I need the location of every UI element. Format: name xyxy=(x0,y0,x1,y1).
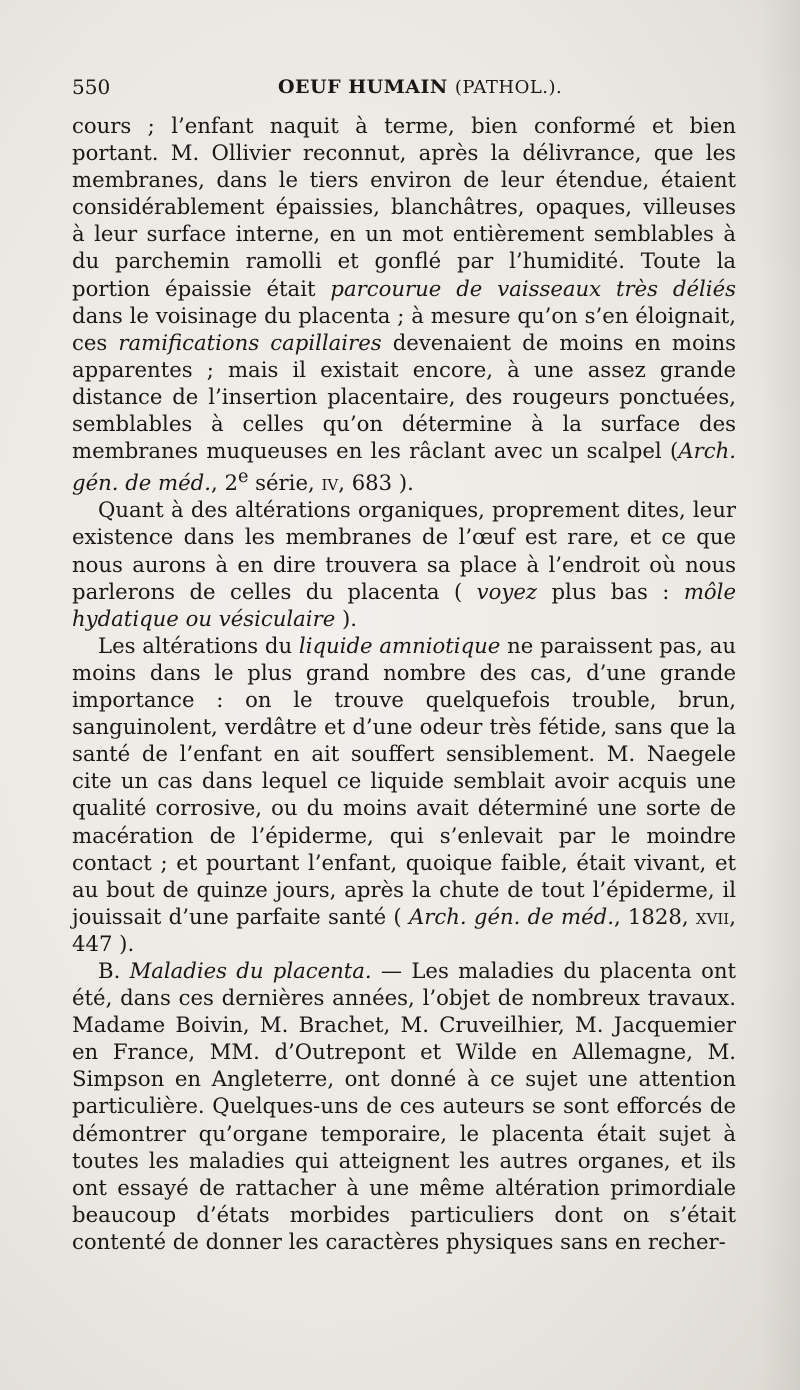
page-header xyxy=(72,70,732,104)
italic-text: Arch. gén. de méd. xyxy=(408,903,614,929)
text-run: , 1828, xyxy=(613,903,696,929)
text-run: Quant à des altérations organiques, proprement dites, leur existence dans les membranes de l’œuf est rare, et ce que nous aurons à en dire trouvera sa place à l’endroit où nous parlerons de celles du placenta ( xyxy=(72,497,736,604)
body-text xyxy=(72,112,736,1255)
running-head-section: (PATHOL.). xyxy=(454,77,563,98)
running-head-title: OEUF HUMAIN xyxy=(278,76,448,98)
superscript: e xyxy=(237,467,249,488)
italic-text: môle hydatique ou vésiculaire xyxy=(72,578,736,631)
paragraph xyxy=(72,957,736,1255)
italic-text: Arch. gén. de méd. xyxy=(72,438,736,496)
paragraph xyxy=(72,112,736,496)
text-run: xvii xyxy=(695,903,730,929)
text-run: ). xyxy=(335,605,357,631)
text-run: B. xyxy=(98,957,130,983)
page-edge-shadow xyxy=(760,0,800,1390)
text-run: , 2 xyxy=(210,470,238,496)
text-run: ne paraissent pas, au moins dans le plus grand nombre des cas, d’une grande importance : on le trouve quelquefois trouble, brun, sanguinolent, verdâtre et d’une odeur très fétide, sans que la santé de l’enfant en ait souffert sensiblement. M. Naegele cite un cas dans lequel ce liquide semblait avoir acquis une qualité corrosive, ou du moins avait déterminé une sorte de macération de l’épiderme, qui s’enlevait par le moindre contact ; et pourtant l’enfant, quoique faible, était vivant, et au bout de quinze jours, après la chute de tout l’épiderme, il jouissait d’une parfaite santé ( xyxy=(72,632,736,929)
italic-text: Maladies du placenta. xyxy=(129,957,372,983)
text-run: plus bas : xyxy=(537,578,684,604)
text-run: dans le voisinage du placenta ; à mesure qu’on s’en éloignait, ces xyxy=(72,302,736,355)
text-run: Les altérations du xyxy=(98,632,299,658)
text-run: devenaient de moins en moins apparentes ; mais il existait encore, à une assez grande distance de l’insertion placentaire, des rougeurs ponctuées, semblables à celles qu’on détermine à la surface des membranes muqueuses en les râclant avec un scalpel ( xyxy=(72,329,736,464)
text-run: iv xyxy=(321,470,339,496)
paragraph xyxy=(72,496,736,631)
italic-text: parcourue de vaisseaux très déliés xyxy=(330,275,736,301)
text-run: , 447 ). xyxy=(72,903,736,956)
page-number: 550 xyxy=(72,75,111,99)
text-run: , 683 ). xyxy=(338,470,414,496)
italic-text: voyez xyxy=(476,578,538,604)
text-run: série, xyxy=(248,470,322,496)
running-head xyxy=(278,70,562,105)
italic-text: ramifications capillaires xyxy=(118,329,382,355)
text-run: cours ; l’enfant naquit à terme, bien conformé et bien portant. M. Ollivier reconnut, après la délivrance, que les membranes, dans le tiers environ de leur étendue, étaient considérablement épaissies, blanchâtres, opaques, villeuses à leur surface interne, en un mot entièrement semblables à du parchemin ramolli et gonflé par l’humidité. Toute la portion épaissie était xyxy=(72,113,736,301)
paragraph xyxy=(72,632,736,957)
text-run: — Les maladies du placenta ont été, dans ces dernières années, l’objet de nombreux travaux. Madame Boivin, M. Brachet, M. Cruveilhier, M. Jacquemier en France, MM. d’Outrepont et Wilde en Allemagne, M. Simpson en Angleterre, ont donné à ce sujet une attention particulière. Quelques-uns de ces auteurs se sont efforcés de démontrer qu’organe temporaire, le placenta était sujet à toutes les maladies qui atteignent les autres organes, et ils ont essayé de rattacher à une même altération primordiale beaucoup d’états morbides particuliers dont on s’était contenté de donner les caractères physiques sans en recher- xyxy=(72,957,736,1254)
italic-text: liquide amniotique xyxy=(298,632,501,658)
